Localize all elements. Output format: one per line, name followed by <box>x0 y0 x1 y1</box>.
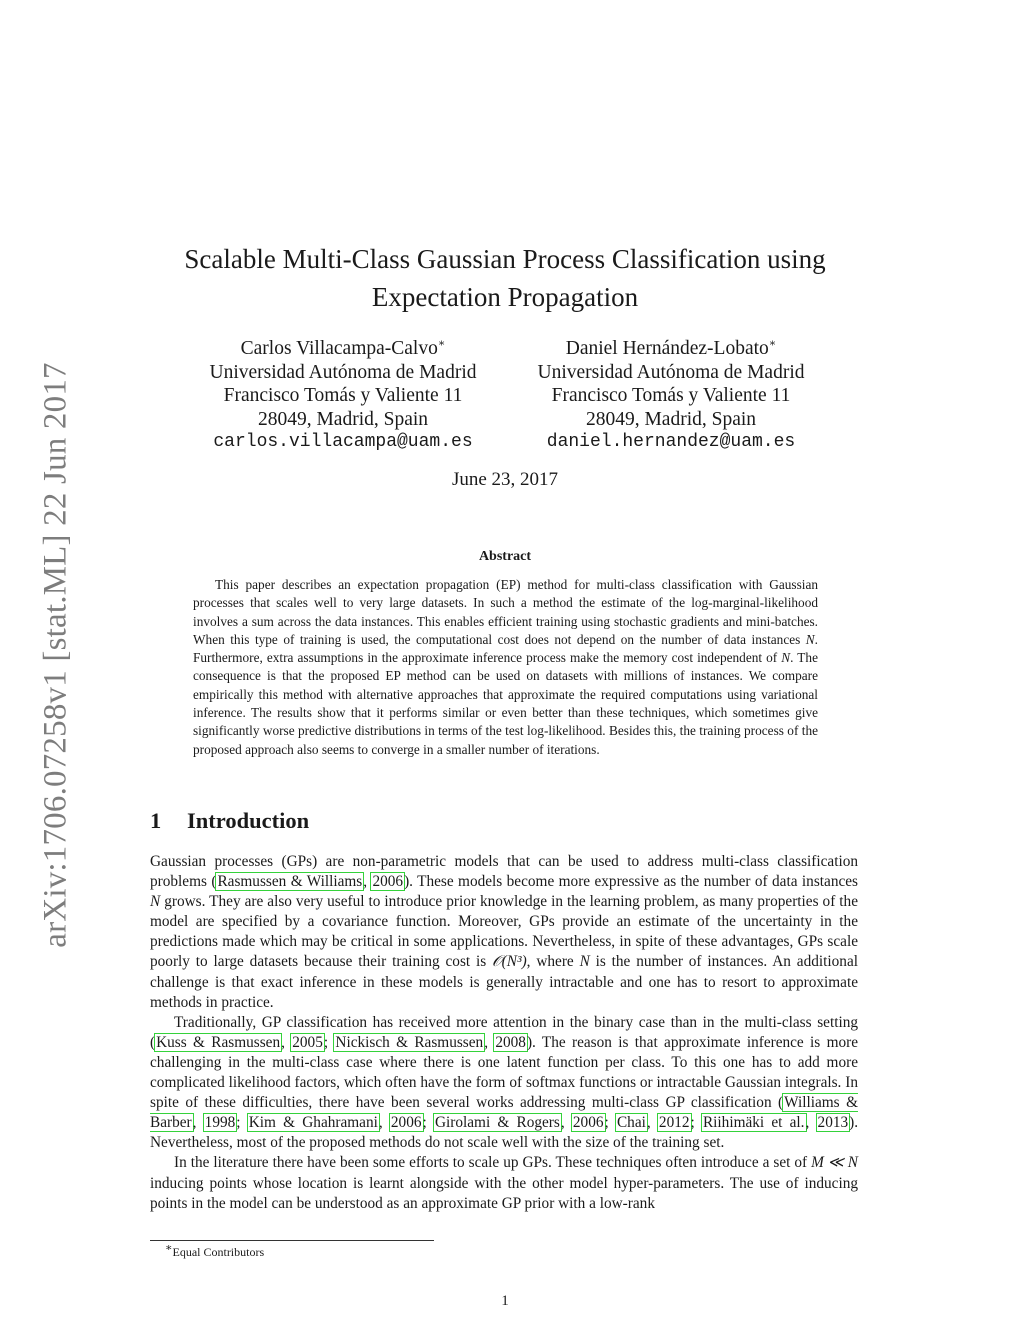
introduction-body <box>150 852 858 1214</box>
citation-link[interactable]: Kim & Ghahramani <box>248 1114 378 1132</box>
paragraph: In the literature there have been some efforts to scale up GPs. These techniques often introduce a set of M ≪ N inducing points whose location is learnt alongside with the other model hyper-parameters. The use of inducing points in the model can be understood as an approximate GP prior with a low-rank <box>150 1154 858 1212</box>
citation-link[interactable]: Kuss & Rasmussen <box>156 1033 281 1051</box>
paragraph: Gaussian processes (GPs) are non-parametric models that can be used to address multi-class classification problems (Rasmussen & Williams, 2006). These models become more expressive as the number of data instances N grows. They are also very useful to introduce prior knowledge in the learning problem, as many properties of the model are specified by a covariance function. Moreover, GPs provide an estimate of the uncertainty in the predictions made which may be critical in some applications. Nevertheless, in spite of these advantages, GPs scale poorly to large datasets because their training cost is 𝒪(N³), where N is the number of instances. An additional challenge is that exact inference in these models is generally intractable and one has to resort to approximate methods in practice. <box>150 853 858 1011</box>
citation-year-link[interactable]: 2012 <box>658 1114 690 1132</box>
arxiv-stamp-text: arXiv:1706.07258v1 [stat.ML] 22 Jun 2017 <box>37 362 74 948</box>
author-affiliation: Universidad Autónoma de Madrid <box>209 361 477 383</box>
author-email[interactable]: daniel.hernandez@uam.es <box>546 432 796 452</box>
author-block-1 <box>178 337 508 455</box>
author-affiliation: Universidad Autónoma de Madrid <box>537 361 805 383</box>
citation-year-link[interactable]: 1998 <box>204 1114 236 1132</box>
author-email[interactable]: carlos.villacampa@uam.es <box>213 432 473 452</box>
author-name: Daniel Hernández-Lobato∗ <box>565 337 777 359</box>
title-line-1: Scalable Multi-Class Gaussian Process Classification using <box>184 244 826 274</box>
footnote: ∗Equal Contributors <box>165 1242 265 1259</box>
author-mark: ∗ <box>437 337 446 350</box>
citation-year-link[interactable]: 2006 <box>372 873 404 891</box>
citation-link[interactable]: Riihimäki et al. <box>702 1114 805 1132</box>
citation-link[interactable]: Rasmussen & Williams <box>217 873 363 891</box>
math-n: N <box>781 650 791 666</box>
citation-year-link[interactable]: 2013 <box>817 1114 849 1132</box>
math-n: N <box>805 631 815 647</box>
citation-link[interactable]: Williams & Barber <box>150 1094 858 1132</box>
section-number: 1 <box>150 808 162 833</box>
author-name: Carlos Villacampa-Calvo∗ <box>240 337 446 359</box>
author-street: Francisco Tomás y Valiente 11 <box>551 385 791 406</box>
author-block-2 <box>506 337 836 455</box>
citation-year-link[interactable]: 2005 <box>292 1033 323 1051</box>
page-number: 1 <box>501 1293 509 1309</box>
abstract-heading: Abstract <box>478 549 532 564</box>
section-title: Introduction <box>187 808 310 833</box>
author-city: 28049, Madrid, Spain <box>585 408 757 430</box>
section-heading <box>150 808 309 834</box>
author-street: Francisco Tomás y Valiente 11 <box>223 385 463 406</box>
citation-year-link[interactable]: 2006 <box>390 1114 422 1132</box>
citation-year-link[interactable]: 2006 <box>572 1114 604 1132</box>
paragraph: Traditionally, GP classification has received more attention in the binary case than in the multi-class setting (Kuss & Rasmussen, 2005; Nickisch & Rasmussen, 2008). The reason is that approximate inference is more challenging in the multi-class case where there is one latent function per class. To this one has to add more complicated likelihood factors, which often have the form of softmax functions or intractable Gaussian integrals. In spite of these difficulties, there have been several works addressing multi-class GP classification (Williams & Barber, 1998; Kim & Ghahramani, 2006; Girolami & Rogers, 2006; Chai, 2012; Riihimäki et al., 2013). Nevertheless, most of the proposed methods do not scale well with the size of the training set. <box>150 1013 859 1152</box>
author-mark: ∗ <box>768 337 777 350</box>
citation-link[interactable]: Girolami & Rogers <box>434 1114 560 1132</box>
abstract-body: This paper describes an expectation propagation (EP) method for multi-class classification with Gaussian processes that scales well to very large datasets. In such a method the estimate of the log-marginal-likelihood involves a sum across the data instances. This enables efficient training using stochastic gradients and mini-batches. When this type of training is used, the computational cost does not depend on the number of data instances N. Furthermore, extra assumptions in the approximate inference process make the memory cost independent of N. The consequence is that the proposed EP method can be used on datasets with millions of instances. We compare empirically this method with alternative approaches that approximate the required computations using variational inference. The results show that it performs similar or even better than these techniques, which sometimes give significantly worse predictive distributions in terms of the test log-likelihood. Besides this, the training process of the proposed approach also seems to converge in a smaller number of iterations. <box>193 577 818 757</box>
citation-link[interactable]: Chai <box>616 1114 646 1132</box>
citation-link[interactable]: Nickisch & Rasmussen <box>335 1033 484 1051</box>
title-line-2: Expectation Propagation <box>371 282 639 312</box>
footnote-divider <box>150 1240 434 1241</box>
paper-title <box>120 240 890 316</box>
citation-year-link[interactable]: 2008 <box>495 1033 526 1051</box>
author-city: 28049, Madrid, Spain <box>257 408 429 430</box>
paper-date: June 23, 2017 <box>451 469 559 490</box>
footnote-mark: ∗ <box>165 1242 173 1254</box>
